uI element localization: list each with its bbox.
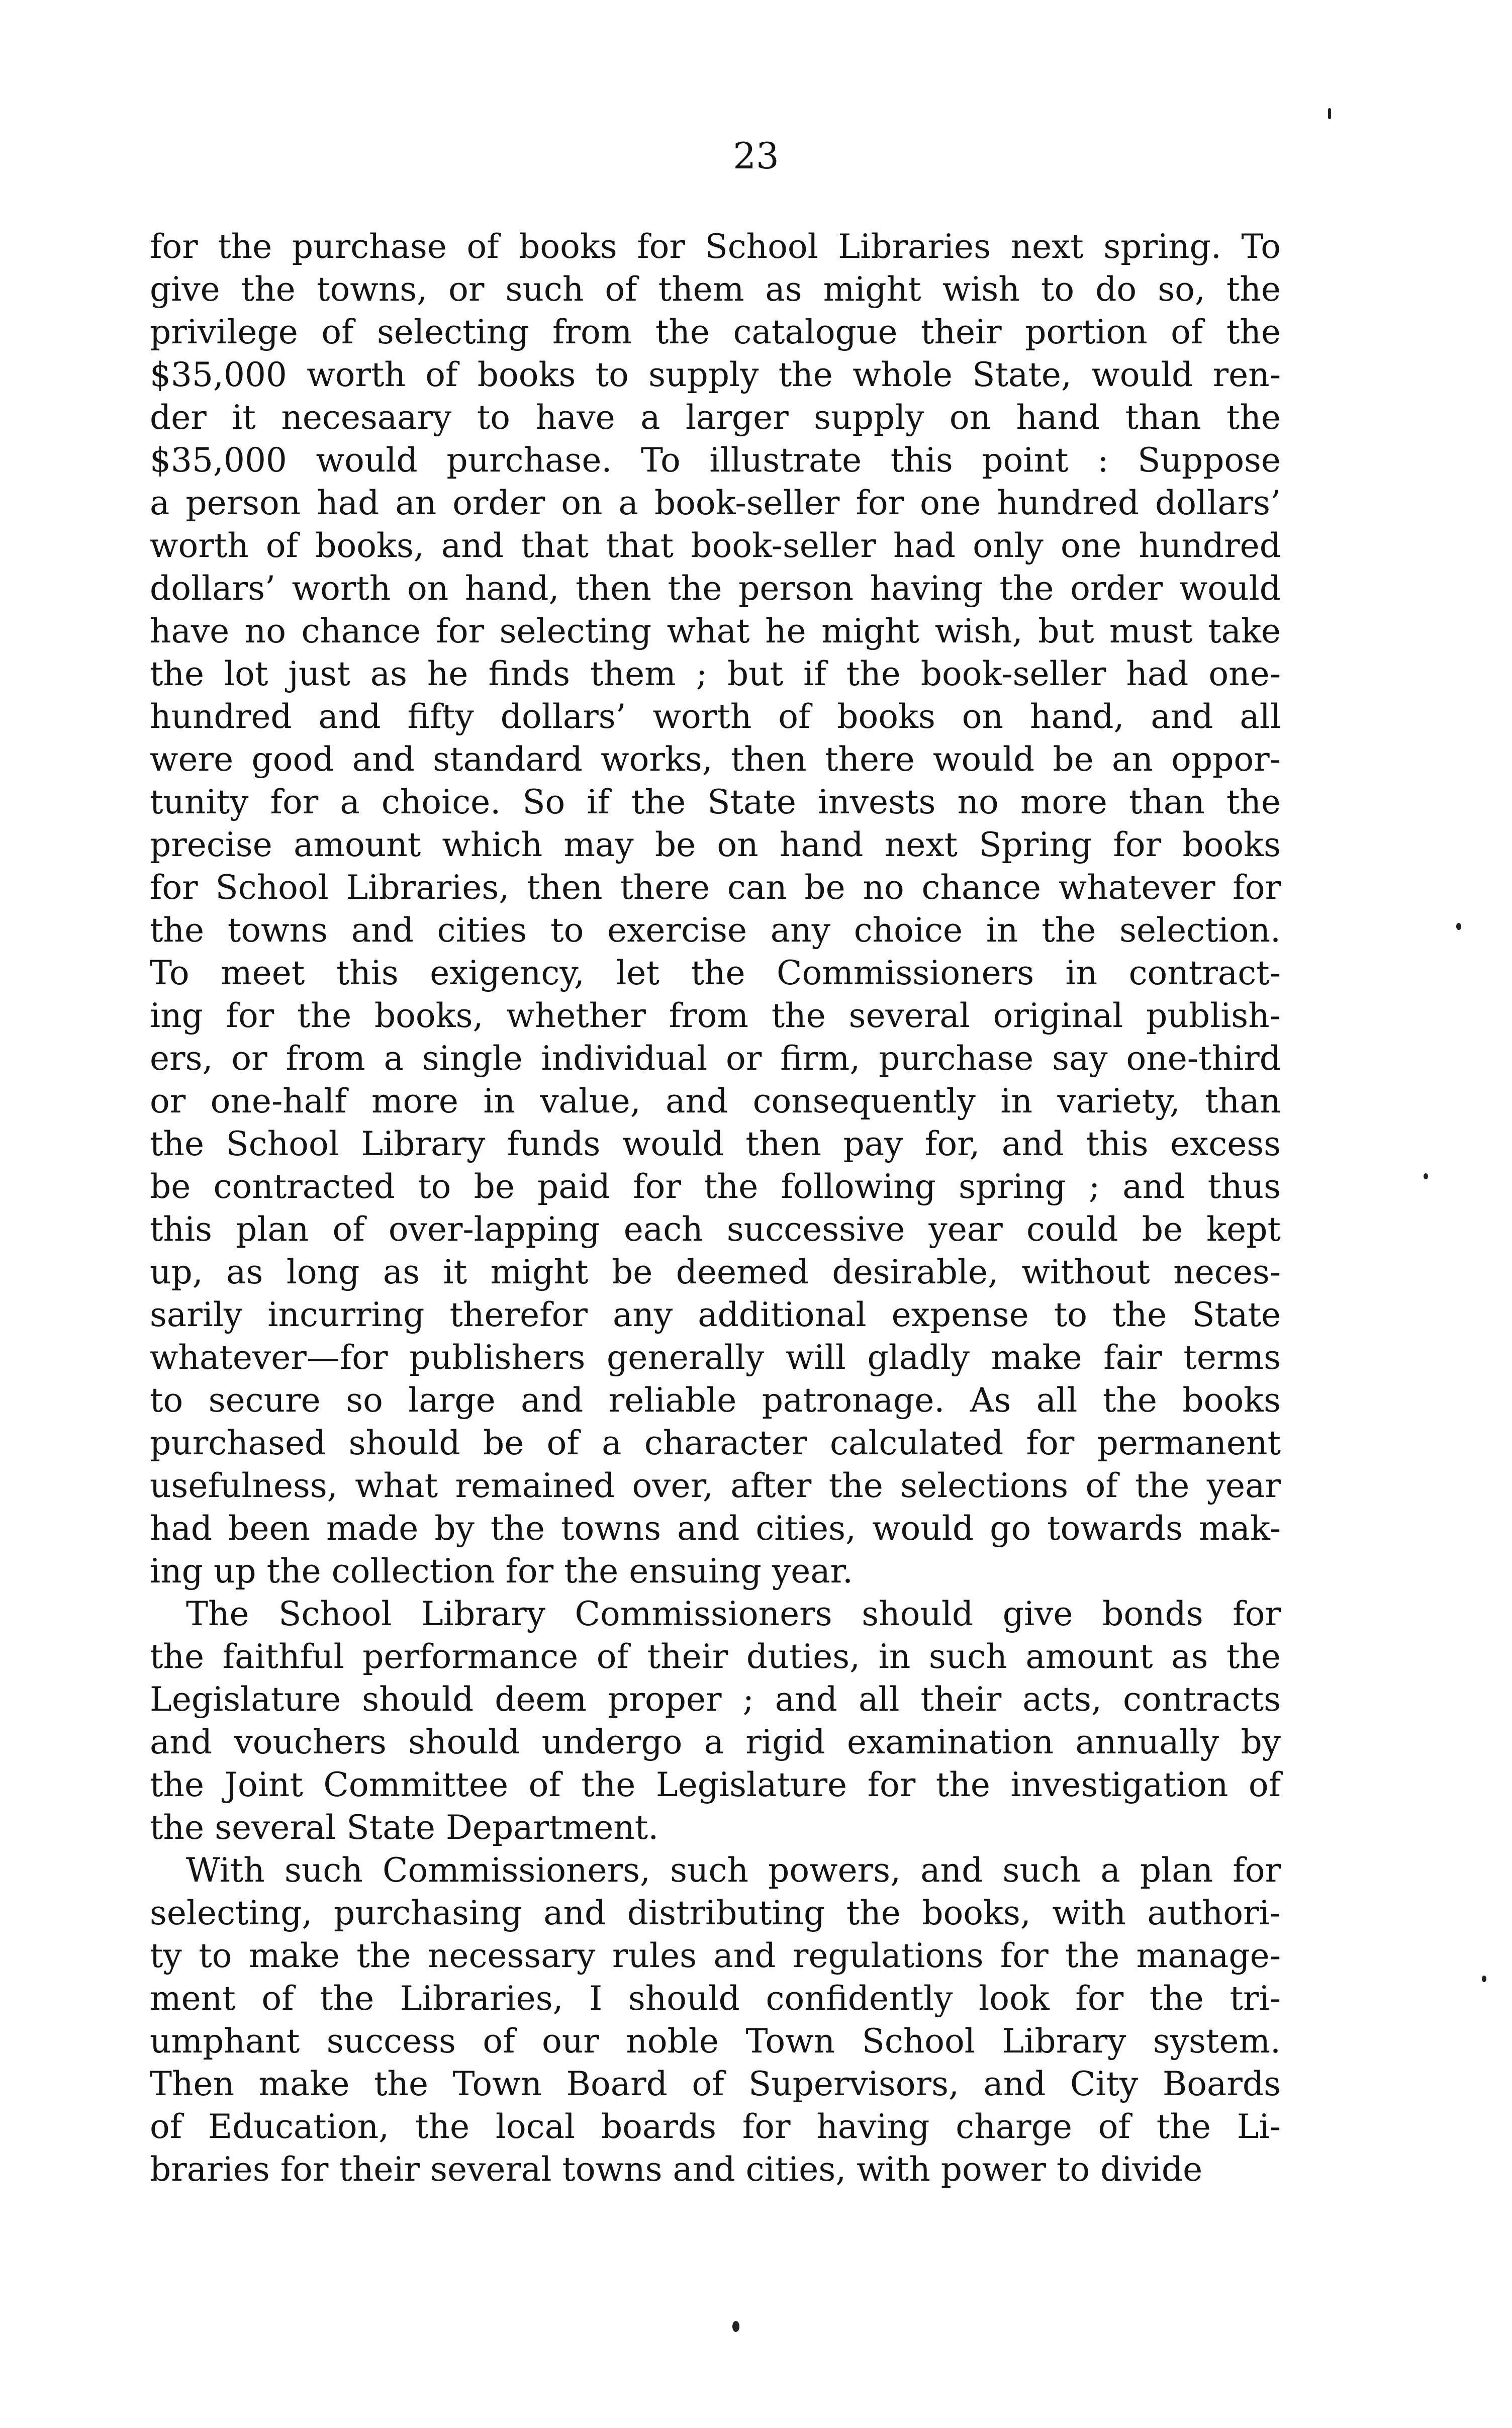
text-line: tunity for a choice. So if the State invests no more than the bbox=[150, 783, 1281, 821]
text-line: for the purchase of books for School Libraries next spring. To bbox=[150, 227, 1281, 266]
text-line: or one-half more in value, and consequently in variety, than bbox=[150, 1082, 1281, 1120]
text-line: be contracted to be paid for the following spring ; and thus bbox=[150, 1167, 1281, 1206]
text-line: the towns and cities to exercise any choice in the selection. bbox=[150, 911, 1281, 950]
text-line: ers, or from a single individual or firm, purchase say one-third bbox=[150, 1039, 1281, 1078]
text-line: $35,000 would purchase. To illustrate this point : Suppose bbox=[150, 441, 1281, 480]
text-line: the lot just as he finds them ; but if the book-seller had one- bbox=[150, 655, 1281, 693]
text-line: the several State Department. bbox=[150, 1808, 659, 1847]
text-line: $35,000 worth of books to supply the whole State, would ren- bbox=[150, 355, 1281, 394]
text-line: the Joint Committee of the Legislature for the investigation of bbox=[150, 1765, 1281, 1804]
text-line: of Education, the local boards for having charge of the Li- bbox=[150, 2107, 1281, 2146]
text-line: to secure so large and reliable patronage. As all the books bbox=[150, 1381, 1281, 1420]
text-line: ment of the Libraries, I should confidently look for the tri- bbox=[150, 1979, 1281, 2018]
body-text bbox=[150, 225, 1281, 2191]
paragraph bbox=[150, 1593, 1281, 1849]
text-line: usefulness, what remained over, after the selections of the year bbox=[150, 1466, 1281, 1505]
text-line: and vouchers should undergo a rigid examination annually by bbox=[150, 1723, 1281, 1761]
text-line: up, as long as it might be deemed desirable, without neces- bbox=[150, 1253, 1281, 1291]
text-line: for School Libraries, then there can be no chance whatever for bbox=[150, 868, 1281, 907]
text-line: the faithful performance of their duties, in such amount as the bbox=[150, 1637, 1281, 1676]
text-line: ing up the collection for the ensuing year. bbox=[150, 1552, 853, 1591]
paragraph bbox=[150, 1849, 1281, 2191]
text-line: this plan of over-lapping each successive year could be kept bbox=[150, 1210, 1281, 1249]
text-line: worth of books, and that that book-seller had only one hundred bbox=[150, 526, 1281, 565]
paragraph bbox=[150, 225, 1281, 1593]
print-speck bbox=[1424, 1173, 1428, 1179]
page-number: 23 bbox=[733, 135, 779, 177]
text-line: a person had an order on a book-seller for one hundred dollars’ bbox=[150, 484, 1281, 522]
text-line: ing for the books, whether from the several original publish- bbox=[150, 996, 1281, 1035]
text-line: To meet this exigency, let the Commissioners in contract- bbox=[150, 954, 1281, 992]
text-line: hundred and fifty dollars’ worth of books on hand, and all bbox=[150, 697, 1281, 736]
text-line: With such Commissioners, such powers, and such a plan for bbox=[186, 1851, 1281, 1890]
text-line: umphant success of our noble Town School Library system. bbox=[150, 2022, 1281, 2061]
text-line: Then make the Town Board of Supervisors, and City Boards bbox=[150, 2065, 1281, 2103]
text-line: braries for their several towns and cities, with power to divide bbox=[150, 2150, 1203, 2189]
text-line: privilege of selecting from the catalogue their portion of the bbox=[150, 313, 1281, 351]
text-line: have no chance for selecting what he might wish, but must take bbox=[150, 612, 1281, 650]
text-line: ty to make the necessary rules and regulations for the manage- bbox=[150, 1936, 1281, 1975]
text-line: The School Library Commissioners should give bonds for bbox=[186, 1595, 1281, 1633]
print-speck bbox=[1328, 108, 1331, 119]
text-line: had been made by the towns and cities, would go towards mak- bbox=[150, 1509, 1281, 1548]
text-line: selecting, purchasing and distributing the books, with authori- bbox=[150, 1894, 1281, 1932]
text-line: Legislature should deem proper ; and all their acts, contracts bbox=[150, 1680, 1281, 1719]
print-speck bbox=[732, 2321, 739, 2332]
print-speck bbox=[1456, 923, 1461, 930]
text-line: the School Library funds would then pay for, and this excess bbox=[150, 1125, 1281, 1163]
text-line: der it necesaary to have a larger supply on hand than the bbox=[150, 398, 1281, 437]
text-line: sarily incurring therefor any additional expense to the State bbox=[150, 1295, 1281, 1334]
text-line: give the towns, or such of them as might wish to do so, the bbox=[150, 270, 1281, 309]
text-line: were good and standard works, then there would be an oppor- bbox=[150, 740, 1281, 779]
text-line: precise amount which may be on hand next Spring for books bbox=[150, 825, 1281, 864]
text-line: whatever—for publishers generally will gladly make fair terms bbox=[150, 1338, 1281, 1377]
print-speck bbox=[1482, 1976, 1486, 1982]
text-line: dollars’ worth on hand, then the person having the order would bbox=[150, 569, 1281, 608]
text-line: purchased should be of a character calculated for permanent bbox=[150, 1424, 1281, 1462]
